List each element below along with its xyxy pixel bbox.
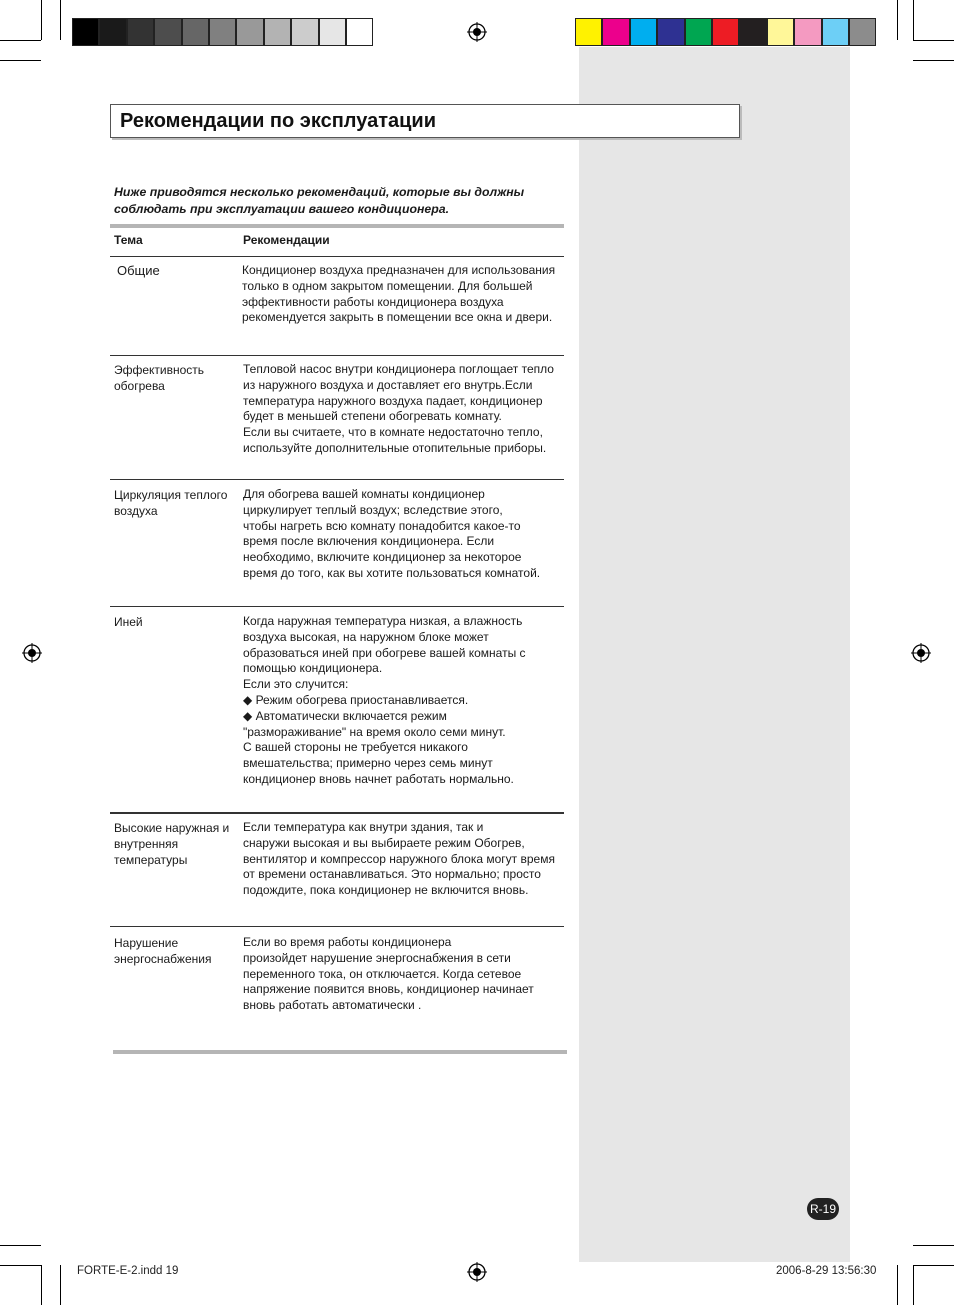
color-swatch (849, 18, 876, 46)
registration-mark-icon (467, 22, 487, 42)
crop-mark (897, 0, 898, 40)
color-swatch (794, 18, 821, 46)
color-swatch (182, 18, 209, 46)
registration-mark-icon (911, 643, 931, 663)
column-header-topic: Тема (114, 233, 143, 247)
page-title: Рекомендации по эксплуатации (120, 110, 436, 132)
color-swatch (209, 18, 236, 46)
table-divider (110, 256, 564, 257)
grayscale-color-bar (72, 18, 373, 46)
table-divider (110, 606, 564, 607)
table-top-rule (110, 224, 564, 228)
color-swatch (712, 18, 739, 46)
crop-mark (913, 1265, 954, 1266)
recommendation-cell: Для обогрева вашей комнаты кондиционер циркулирует теплый воздух; вследствие этого, чтобы нагреть всю комнату понадобится какое-то время после включения кондиционера. Если необходимо, включите кондиционер за некоторое время до того, как вы хотите пользоваться комнатой. (243, 487, 541, 580)
color-swatch (236, 18, 263, 46)
color-swatch (657, 18, 684, 46)
color-swatch (346, 18, 373, 46)
recommendation-cell: Если во время работы кондиционера произойдет нарушение энергоснабжения в сети переменного тока, он отключается. Когда сетевое напряжение появится вновь, кондиционер начинает вновь работать автоматически . (243, 935, 534, 1013)
recommendation-cell: Кондиционер воздуха предназначен для использования только в одном закрытом помещении. Для большей эффективности работы кондиционера воздуха рекомендуется закрыть в помещении все окна и двери. (242, 263, 556, 325)
crop-mark (913, 1265, 914, 1305)
color-swatch (127, 18, 154, 46)
color-swatch (739, 18, 766, 46)
color-swatch (602, 18, 629, 46)
registration-mark-icon (467, 1262, 487, 1282)
topic-cell: Циркуляция теплого воздуха (114, 488, 228, 518)
color-swatch (154, 18, 181, 46)
crop-mark (0, 60, 41, 61)
crop-mark (913, 1245, 954, 1246)
color-swatch (264, 18, 291, 46)
process-color-bar (575, 18, 876, 46)
crop-mark (913, 40, 954, 41)
crop-mark (60, 0, 61, 40)
color-swatch (767, 18, 794, 46)
registration-mark-icon (22, 643, 42, 663)
crop-mark (897, 1265, 898, 1305)
page-number-badge: R-19 (807, 1198, 839, 1220)
table-divider (110, 355, 564, 356)
table-divider (110, 926, 564, 927)
color-swatch (319, 18, 346, 46)
topic-cell: Иней (114, 615, 143, 629)
gray-sidebar (579, 47, 850, 1262)
recommendation-cell: Если температура как внутри здания, так и снаружи высокая и вы выбираете режим Обогрев, вентилятор и компрессор наружного блока могут время от времени останавливаться. Это нормально; просто подождите, пока кондиционер не включится вновь. (243, 820, 555, 898)
topic-cell: Нарушение энергоснабжения (114, 936, 212, 966)
recommendation-cell: Тепловой насос внутри кондиционера поглощает тепло из наружного воздуха и доставляет его внутрь.Если температура наружного воздуха падает, кондиционер будет в меньшей степени обогревать комнату. Если вы считаете, что в комнате недостаточно тепло, используйте дополнительные отопительные приборы. (243, 362, 554, 455)
topic-cell: Общие (117, 263, 160, 278)
page-title-box (110, 104, 740, 138)
color-swatch (630, 18, 657, 46)
footer-filename: FORTE-E-2.indd 19 (77, 1265, 179, 1277)
crop-mark (41, 1265, 42, 1305)
table-divider (110, 812, 564, 814)
table-divider (110, 479, 564, 480)
color-swatch (99, 18, 126, 46)
crop-mark (913, 0, 914, 40)
crop-mark (0, 1265, 41, 1266)
crop-mark (41, 0, 42, 40)
column-header-recommendations: Рекомендации (243, 233, 330, 247)
topic-cell: Высокие наружная и внутренняя температуры (114, 821, 230, 867)
color-swatch (575, 18, 602, 46)
table-bottom-rule (113, 1050, 567, 1054)
crop-mark (913, 60, 954, 61)
color-swatch (822, 18, 849, 46)
color-swatch (72, 18, 99, 46)
intro-text: Ниже приводятся несколько рекомендаций, которые вы должны соблюдать при эксплуатации вашего кондиционера. (114, 185, 525, 216)
footer-timestamp: 2006-8-29 13:56:30 (776, 1265, 877, 1277)
crop-mark (60, 1265, 61, 1305)
crop-mark (0, 1245, 41, 1246)
crop-mark (0, 40, 41, 41)
recommendation-cell: Когда наружная температура низкая, а влажность воздуха высокая, на наружном блоке может образоваться иней при обогреве вашей комнаты с помощью кондиционера. Если это случится: ◆ Режим обогрева приостанавливается. ◆ Автоматически включается режим "размораживание" на время около семи минут. С вашей стороны не требуется никакого вмешательства; примерно через семь минут кондиционер вновь начнет работать нормально. (243, 614, 526, 786)
color-swatch (685, 18, 712, 46)
color-swatch (291, 18, 318, 46)
topic-cell: Эффективность обогрева (114, 363, 205, 393)
